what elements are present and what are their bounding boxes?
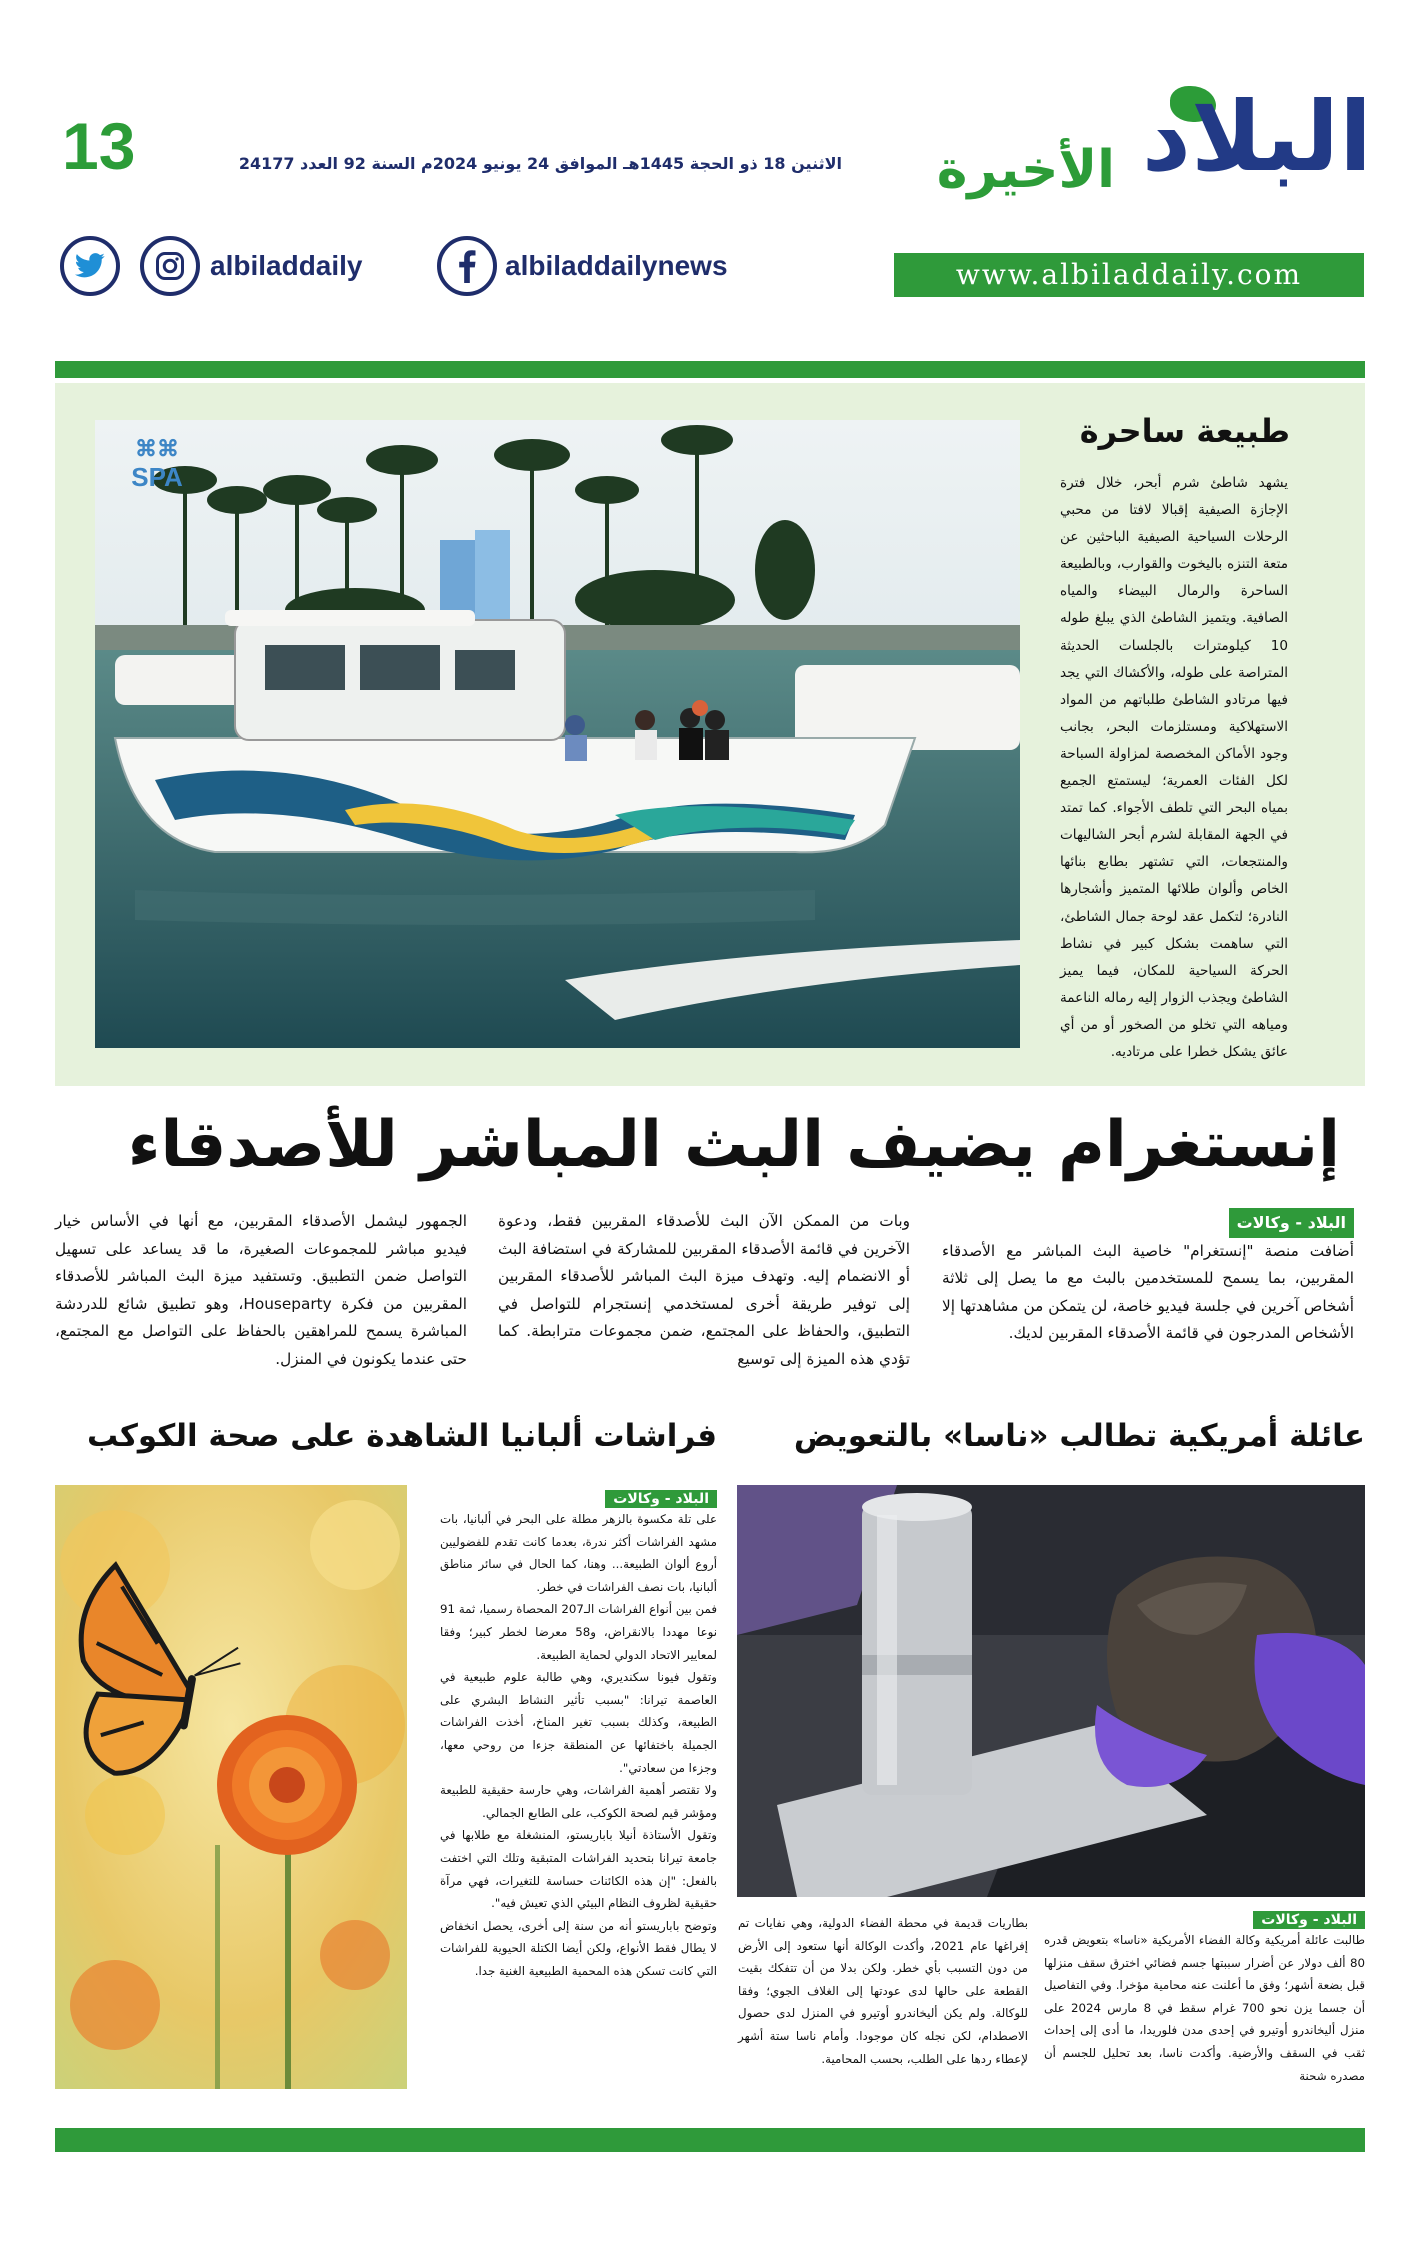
logo-main: البلاد	[1141, 81, 1372, 193]
butterfly-title: فراشات ألبانيا الشاهدة على صحة الكوكب	[87, 1418, 717, 1454]
nasa-col-right	[1044, 1909, 1365, 2087]
instagram-col-3: الجمهور ليشمل الأصدقاء المقربين، مع أنها في الأساس خيار فيديو مباشر للمجموعات الصغيرة، ما قد يساعد على تسهيل التواصل ضمن التطبيق. وتستفيد ميزة البث المباشر للأصدقاء المقربين من فكرة Houseparty، وهو تطبيق شائع للدردشة المباشرة يسمح للمراهقين بالحفاظ على التواصل مع المجتمع، حتى عندما يكونون في المنزل.	[55, 1212, 467, 1368]
butterfly-para-4: ولا تقتصر أهمية الفراشات، وهي حارسة حقيقية للطبيعة ومؤشر قيم لصحة الكوكب، على الطابع الجمالي.	[440, 1783, 717, 1820]
butterfly-para-1: على تلة مكسوة بالزهر مطلة على البحر في ألبانيا، بات مشهد الفراشات أكثر ندرة، بعدما كانت تقدم للفضوليين أروع ألوان الطبيعة... وهنا، كما الحال في سائر مناطق ألبانيا، بات نصف الفراشات في خطر.	[440, 1512, 717, 1594]
nasa-col-left: بطاريات قديمة في محطة الفضاء الدولية، وهي نفايات تم إفراغها عام 2021، وأكدت الوكالة أنها ستعود إلى الأرض من دون التسبب بأي خطر. ولكن بدلا من أن تتفكك بقيت القطعة على حالها لدى عودتها إلى الغلاف الجوي؛ وفقا للوكالة. ولم يكن أليخاندرو أوتيرو في المنزل لدى حصول الاصطدام، لكن نجله كان موجودا. وأمام ناسا ستة أشهر لإعطاء ردها على الطلب، بحسب المحامية.	[738, 1916, 1029, 2066]
instagram-icon[interactable]	[140, 236, 200, 296]
bottom-rule	[55, 2128, 1365, 2152]
nasa-title: عائلة أمريكية تطالب «ناسا» بالتعويض	[793, 1418, 1365, 1454]
facebook-icon[interactable]	[437, 236, 497, 296]
page-number: 13	[62, 109, 136, 183]
butterfly-body	[440, 1488, 717, 1982]
instagram-col-1	[942, 1208, 1354, 1348]
feature-body: يشهد شاطئ شرم أبحر، خلال فترة الإجازة الصيفية إقبالا لافتا من محبي الرحلات السياحية الصيفية الباحثين عن متعة التنزه باليخوت والقوارب، وبالطبيعة الساحرة والرمال البيضاء والمياه الصافية. ويتميز الشاطئ الذي يبلغ طوله 10 كيلومترات بالجلسات الحديثة المتراصة على طوله، والأكشاك التي يجد فيها مرتادو الشاطئ طلباتهم من المواد الاستهلاكية ومستلزمات البحر، بجانب وجود الأماكن المخصصة لمزاولة السباحة لكل الفئات العمرية؛ ليستمتع الجميع بمياه البحر التي تلطف الأجواء. كما تمتد في الجهة المقابلة لشرم أبحر الشاليهات والمنتجعات، التي تشتهر بطابع بنائها الخاص وألوان طلائها المتميز وأشجارها النادرة؛ لتكمل عقد لوحة جمال الشاطئ، التي ساهمت بشكل كبير في نشاط الحركة السياحية للمكان، فيما يميز الشاطئ ويجذب الزوار إليه رماله الناعمة ومياهه التي تخلو من الصخور أو من أي عائق يشكل خطرا على مرتاديه.	[1060, 475, 1288, 1060]
instagram-headline: إنستغرام يضيف البث المباشر للأصدقاء	[127, 1108, 1340, 1182]
agency-tag: البلاد - وكالات	[605, 1490, 717, 1508]
dateline: الاثنين 18 ذو الحجة 1445هـ الموافق 24 يونيو 2024م السنة 92 العدد 24177	[238, 154, 842, 173]
agency-tag: البلاد - وكالات	[1229, 1208, 1354, 1238]
top-rule	[55, 361, 1365, 378]
butterfly-photo	[55, 1485, 407, 2089]
butterfly-para-3: وتقول فيونا سكنديري، وهي طالبة علوم طبيعية في العاصمة تيرانا: "بسبب تأثير النشاط البشري على الطبيعة، وكذلك بسبب تغير المناخ، أخذت الفراشات الجميلة باختفائها عن المنطقة جزءا من روحي معها، وجزءا من سعادتي".	[440, 1670, 717, 1775]
feature-title: طبيعة ساحرة	[1079, 412, 1290, 450]
instagram-col-1-text: أضافت منصة "إنستغرام" خاصية البث المباشر مع الأصدقاء المقربين، بما يسمح للمستخدمين بالبث مع ما يصل إلى ثلاثة أشخاص آخرين في جلسة فيديو خاصة، لن يتمكن من مشاهدتها إلا الأشخاص المدرجون في قائمة الأصدقاء المقربين لديك.	[942, 1241, 1354, 1342]
nasa-col-right-text: طالبت عائلة أمريكية وكالة الفضاء الأمريكية «ناسا» بتعويض قدره 80 ألف دولار عن أضرار سببتها جسم فضائي اخترق سقف منزلها قبل بضعة أشهر؛ وفق ما أعلنت عنه محامية مؤخرا. وفي التفاصيل أن جسما يزن نحو 700 غرام سقط في 8 مارس 2024 على منزل أليخاندرو أوتيرو في إحدى مدن فلوريدا، ما أدى إلى إحداث ثقب في السقف والأرضية. وأكدت ناسا، بعد تحليل للجسم أن مصدره شحنة	[1044, 1933, 1366, 2083]
logo-sub: الأخيرة	[936, 140, 1115, 200]
butterfly-para-6: وتوضح باباريستو أنه من سنة إلى أخرى، يحصل انخفاض لا يطال فقط الأنواع، ولكن أيضا الكتلة الحيوية للفراشات التي كانت تسكن هذه المحمية الطبيعية الغنية جدا.	[440, 1918, 717, 1978]
agency-tag: البلاد - وكالات	[1253, 1911, 1365, 1929]
instagram-handle[interactable]: albiladdaily	[210, 250, 363, 281]
website-link[interactable]: www.albiladdaily.com	[894, 253, 1364, 297]
instagram-col-2: وبات من الممكن الآن البث للأصدقاء المقربين فقط، ودعوة الآخرين في قائمة الأصدقاء المقربين للمشاركة في استضافة البث أو الانضمام إليه. وتهدف ميزة البث المباشر للأصدقاء المقربين إلى توفير طريقة أخرى لمستخدمي إنستجرام للتواصل في التطبيق، والحفاظ على المجتمع، ضمن مجموعات مترابطة. كما تؤدي هذه الميزة إلى توسيع	[498, 1212, 910, 1368]
butterfly-para-2: فمن بين أنواع الفراشات الـ207 المحصاة رسميا، ثمة 91 نوعا مهددا بالانقراض، و58 معرضا لخطر كبير؛ وفقا لمعايير الاتحاد الدولي لحماية الطبيعة.	[440, 1602, 718, 1662]
facebook-handle[interactable]: albiladdailynews	[505, 250, 728, 281]
butterfly-para-5: وتقول الأستاذة أنيلا باباريستو، المنشغلة مع طلابها في جامعة تيرانا بتحديد الفراشات المتبقية وتلك التي اختفت بالفعل: "إن هذه الكائنات حساسة للتغيرات، فهي مرآة حقيقية لظروف النظام البيئي الذي تعيش فيه".	[440, 1828, 717, 1911]
boat-photo	[95, 420, 1020, 1048]
twitter-icon[interactable]	[60, 236, 120, 296]
space-debris-photo	[737, 1485, 1365, 1897]
spa-watermark: ⌘⌘ SPA	[131, 436, 183, 492]
